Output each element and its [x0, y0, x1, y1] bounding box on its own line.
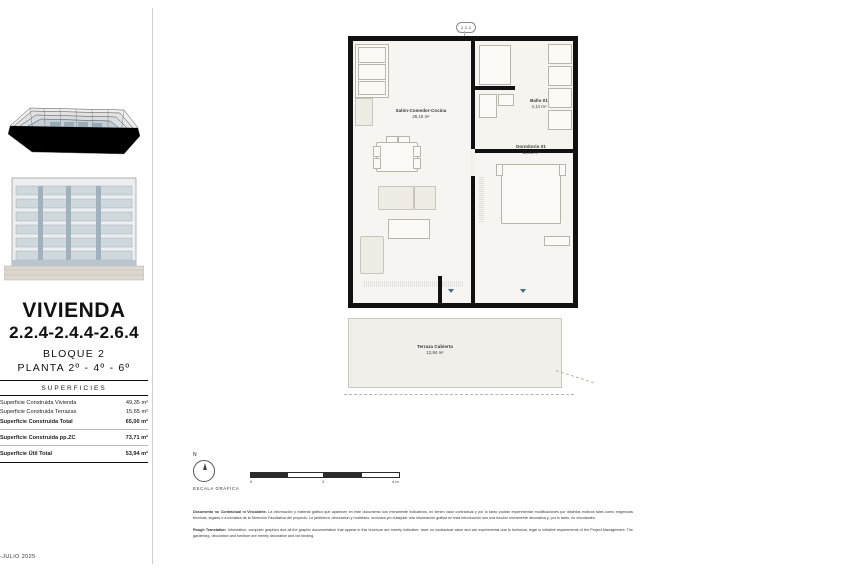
planta-label: PLANTA 2º - 4º - 6º — [17, 361, 131, 374]
orientation-marker-2 — [520, 289, 526, 293]
surface-value: 15,65 m² — [125, 409, 148, 416]
projection-line — [344, 394, 574, 395]
scale-ticks — [250, 479, 405, 486]
left-info-column — [0, 0, 152, 572]
closet-unit — [548, 88, 572, 108]
unit-numbers: 2.2.4-2.4.4-2.6.4 — [9, 323, 139, 343]
dining-chair — [398, 136, 410, 143]
scale-tick-2: 4 m — [392, 479, 399, 484]
legal-es-body: La información y material gráfico que aparecen en este documento son meramente indicativos, no tienen valor contractual y por lo tanto podrán experimentar modificaciones por distintos motivos tales como exigencias técnicas, legales o a iniciativa de la Dirección Facultativa del proyecto. La jardinería, decoración y mobiliario, incluidos y/o cualquier otra información gráfica en esta introducción son una función meramente decorativa y, por lo tanto, no vinculantes. — [193, 510, 633, 520]
fridge — [355, 98, 373, 126]
room-area: 12,84 m² — [426, 349, 444, 355]
axis-tag: 2.2.4 — [456, 22, 476, 33]
surface-value: 73,71 m² — [125, 434, 148, 441]
dining-chair — [373, 146, 381, 157]
scale-bar-graphic — [250, 472, 400, 478]
kitchen-appliance — [358, 81, 386, 95]
apartment-outline — [348, 36, 586, 314]
table-row — [0, 433, 148, 442]
north-indicator — [193, 452, 233, 482]
room-name: Salón-Comedor-Cocina — [395, 108, 447, 113]
room-label-living — [378, 108, 464, 120]
coffee-table — [388, 219, 430, 239]
dining-chair — [413, 146, 421, 157]
sofa — [360, 236, 384, 274]
surface-label: Superficie Construida Vivienda — [0, 400, 77, 407]
surface-value: 53,94 m² — [125, 450, 148, 457]
surfaces-heading: SUPERFICIES — [41, 384, 107, 392]
table-row — [0, 417, 148, 426]
surface-label: Superficie Construida Terrazas — [0, 409, 77, 416]
dining-table — [376, 142, 418, 172]
closet-unit — [548, 110, 572, 130]
toilet — [479, 94, 497, 118]
closet-unit — [548, 44, 572, 64]
kitchen-hob — [358, 64, 386, 80]
wardrobe-doors — [479, 176, 484, 222]
surfaces-top-rule — [0, 395, 148, 396]
desk — [544, 236, 570, 246]
surfaces-mid-rule-2 — [0, 445, 148, 446]
bloque-label: BLOQUE 2 — [42, 347, 106, 360]
title-divider — [0, 380, 148, 381]
room-name: Dormitorio 01 — [516, 144, 546, 149]
column-divider — [152, 8, 153, 564]
floor-plan-drawing — [330, 22, 600, 412]
surface-value: 65,00 m² — [125, 418, 148, 425]
room-area: 4,14 m² — [531, 103, 547, 109]
nightstand — [496, 164, 503, 176]
table-row — [0, 449, 148, 458]
surface-label: Superficie Construida pp.ZC — [0, 434, 76, 441]
page-title: VIVIENDA — [22, 299, 126, 322]
surfaces-table — [0, 399, 148, 427]
nightstand — [559, 164, 566, 176]
legal-en-body: Information, computer graphics and all the graphic documentation that appear in this brochure are merely indicative, have no contractual value and are experimental due to technical, legal or initiative requirements of the Project Management. The gardening, decoration and furniture are merely decorative and not binding. — [193, 528, 633, 538]
shower-tray — [479, 45, 511, 85]
wall-bottom — [348, 303, 578, 308]
date-stamp: -JULIO 2025 — [0, 554, 36, 560]
dining-chair — [386, 136, 398, 143]
armchair — [378, 186, 414, 210]
bed — [501, 164, 561, 224]
scale-segment — [250, 472, 287, 478]
sliding-door-glazing — [364, 281, 464, 287]
dining-chair — [413, 158, 421, 169]
table-row — [0, 399, 148, 408]
scale-tick-0: 0 — [250, 479, 253, 484]
surfaces-mid-rule — [0, 429, 148, 430]
surface-value: 49,35 m² — [125, 400, 148, 407]
surface-label: Superficie Útil Total — [0, 450, 53, 457]
north-label: N — [193, 452, 197, 458]
scale-segment — [361, 472, 400, 478]
scale-caption: ESCALA GRÁFICA — [193, 486, 240, 491]
room-name: Terraza Cubierta — [417, 344, 453, 349]
entry-partition — [438, 276, 442, 303]
legal-en-title: Rough Translation. — [193, 528, 227, 533]
dining-chair — [373, 158, 381, 169]
room-label-terrace — [390, 344, 480, 356]
scale-tick-1: 2 — [322, 479, 325, 484]
surface-label: Superficie Construida Total — [0, 418, 73, 425]
bath-partition — [475, 86, 515, 90]
room-name: Baño 01 — [530, 98, 548, 103]
room-area: 11,81 m² — [522, 149, 540, 155]
orientation-marker — [448, 289, 454, 293]
compass-icon — [193, 460, 215, 482]
building-elevation-render — [4, 172, 144, 282]
surfaces-bottom-rule — [0, 462, 148, 463]
wall-right — [573, 36, 578, 308]
room-label-bedroom — [496, 144, 566, 156]
building-axonometric-render — [4, 88, 144, 168]
scale-segment — [324, 472, 361, 478]
closet-unit — [548, 66, 572, 86]
table-row — [0, 408, 148, 417]
room-area: 26,15 m² — [412, 113, 430, 119]
legal-es-title: Documento no Contractual ni Vinculante. — [193, 510, 267, 514]
title-block — [0, 300, 148, 466]
kitchen-sink — [358, 47, 386, 63]
legal-notice — [193, 510, 633, 546]
graphic-scale — [250, 470, 405, 486]
scale-segment — [287, 472, 324, 478]
legal-en — [193, 528, 633, 539]
armchair-2 — [414, 186, 436, 210]
legal-es — [193, 510, 633, 521]
surfaces-table-util — [0, 449, 148, 458]
surfaces-table-zc — [0, 433, 148, 442]
